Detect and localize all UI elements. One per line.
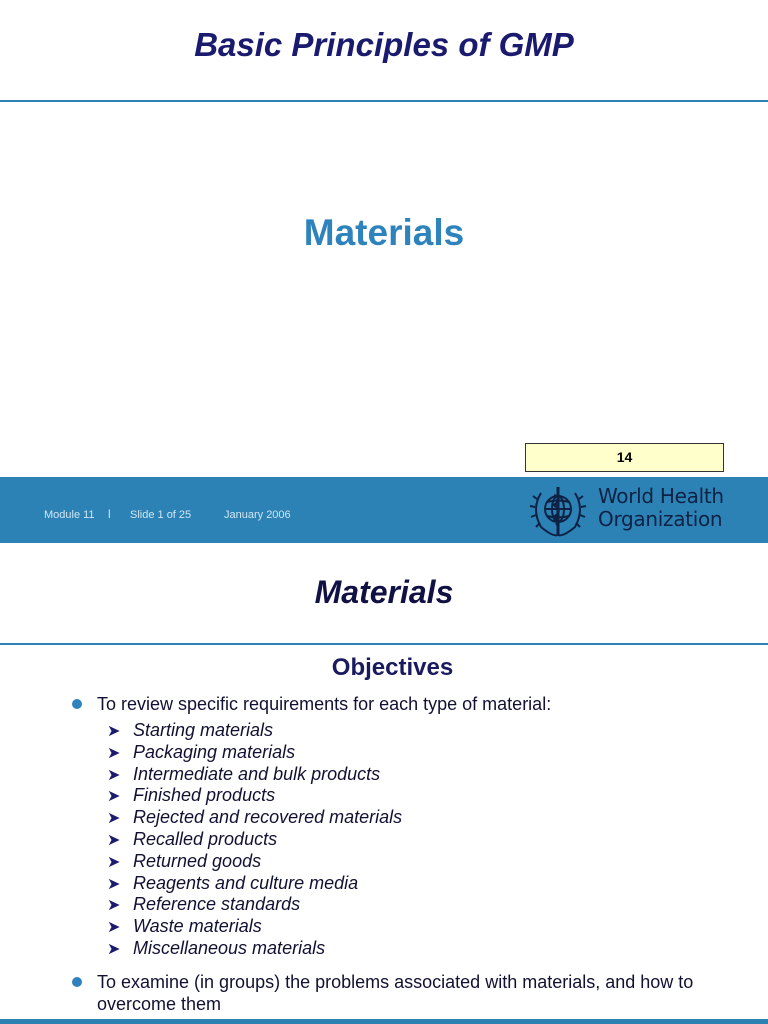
list-item [107,851,402,873]
title-divider [0,100,768,102]
list-item [107,938,402,960]
list-item-text: Returned goods [133,850,262,871]
arrow-bullet-icon: ➤ [107,853,121,871]
arrow-bullet-icon: ➤ [107,744,121,762]
arrow-bullet-icon: ➤ [107,810,121,828]
who-org-name-line2: Organization [598,507,723,531]
title-divider-2 [0,643,768,645]
list-item [107,742,402,764]
list-item-text: Intermediate and bulk products [133,763,381,784]
bottom-bar [0,1019,768,1024]
list-item-text: Rejected and recovered materials [133,807,403,828]
list-item-text: Waste materials [133,916,262,937]
list-item [107,720,402,742]
slide-1-subtitle: Materials [303,212,465,253]
list-item [107,873,402,895]
arrow-bullet-icon: ➤ [107,788,121,806]
arrow-bullet-icon: ➤ [107,723,121,740]
module-number-box: 14 [525,443,724,472]
list-item-text: Packaging materials [133,741,296,762]
list-item [107,785,402,807]
slide-2-title: Materials [314,574,454,610]
list-item-text: Reference standards [133,894,301,915]
list-item-text: Miscellaneous materials [133,937,326,958]
arrow-bullet-icon: ➤ [107,940,121,958]
footer-module: Module 11 [44,509,95,521]
slide-1-title: Basic Principles of GMP [194,26,574,63]
who-org-name-line1: World Health [598,484,724,508]
arrow-bullet-icon: ➤ [107,897,121,915]
list-item [107,916,402,938]
bullet-dot-icon [72,977,82,987]
arrow-bullet-icon: ➤ [107,766,121,784]
footer-date: January 2006 [224,509,291,521]
who-org-name [598,485,724,531]
bullet-dot-icon [72,699,82,709]
list-item [107,764,402,786]
bullet-text: To review specific requirements for each type of material: [97,694,552,714]
list-item [107,894,402,916]
bullet-text: To examine (in groups) the problems associated with materials, and how to overcome them [97,972,694,1014]
objectives-heading: Objectives [331,654,454,681]
footer-slide-number: Slide 1 of 25 [130,509,192,521]
list-item [107,807,402,829]
list-item-text: Finished products [133,785,276,806]
list-item-text: Starting materials [133,720,274,740]
arrow-bullet-icon: ➤ [107,875,121,893]
arrow-bullet-icon: ➤ [107,831,121,849]
who-emblem-icon [523,481,593,539]
arrow-bullet-icon: ➤ [107,919,121,937]
slide-2 [0,543,768,1024]
list-item-text: Recalled products [133,828,278,849]
list-item [107,829,402,851]
list-item-text: Reagents and culture media [133,872,359,893]
footer-separator: l [108,507,111,521]
slide-footer [0,477,768,543]
material-types-list [107,720,402,960]
